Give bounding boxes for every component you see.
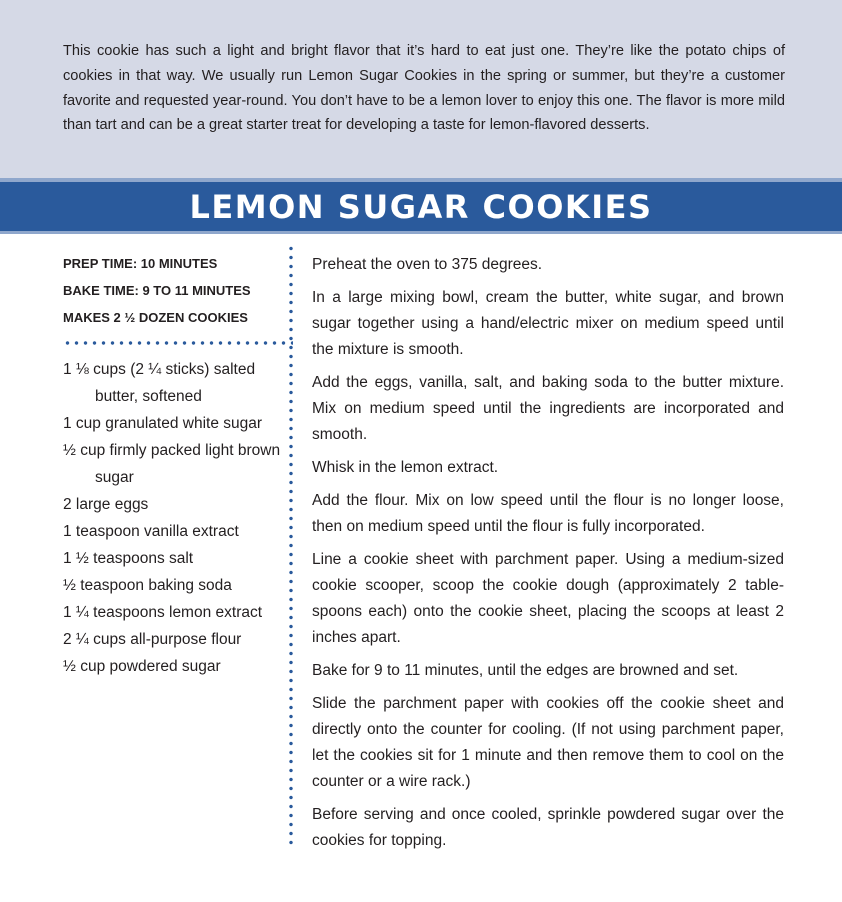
instruction-step: Bake for 9 to 11 minutes, until the edges are browned and set. xyxy=(312,662,739,679)
instruction-step: Add the flour. Mix on low speed until the flour is no longer loose, then on medium speed until the flour is fully incorporated. xyxy=(312,492,784,535)
ingredient-item: 1 cup granulated white sugar xyxy=(63,415,263,432)
ingredient-item: 1 ½ teaspoons salt xyxy=(63,550,194,567)
intro-panel xyxy=(0,0,842,178)
horizontal-dotted-divider xyxy=(63,341,293,345)
ingredient-item: 2 ¼ cups all-purpose flour xyxy=(63,631,242,648)
ingredient-item: 1 ¼ teaspoons lemon extract xyxy=(63,604,263,621)
intro-paragraph: This cookie has such a light and bright flavor that it’s hard to eat just one. They’re like the potato chips of cookies in that way. We usually run Lemon Sugar Cookies in the spring or summer, but they’re a customer favorite and requested year-round. You don’t have to be a lemon lover to enjoy this one. The flavor is more mild than tart and can be a great starter treat for developing a taste for lemon-flavored desserts. xyxy=(63,43,785,134)
ingredient-item: ½ cup firmly packed light brown sugar xyxy=(63,442,281,486)
yield: MAKES 2 ½ DOZEN COOKIES xyxy=(63,310,248,325)
instruction-step: Whisk in the lemon extract. xyxy=(312,459,499,476)
instruction-step: In a large mixing bowl, cream the butter, white sugar, and brown sugar together using a hand/electric mixer on medium speed until the mixture is smooth. xyxy=(312,289,784,358)
ingredient-item: 1 ⅛ cups (2 ¼ sticks) salted butter, softened xyxy=(63,361,256,405)
ingredient-item: 2 large eggs xyxy=(63,496,149,513)
vertical-dotted-divider xyxy=(289,244,293,848)
instruction-step: Add the eggs, vanilla, salt, and baking soda to the butter mixture. Mix on medium speed until the ingredients are incorporated and smooth. xyxy=(312,374,784,443)
ingredient-item: 1 teaspoon vanilla extract xyxy=(63,523,239,540)
ingredients-list xyxy=(63,356,295,680)
bake-time: BAKE TIME: 9 TO 11 MINUTES xyxy=(63,283,251,298)
instruction-step: Before serving and once cooled, sprinkle powdered sugar over the cookies for topping. xyxy=(312,806,784,849)
recipe-meta xyxy=(63,250,295,331)
title-banner xyxy=(0,178,842,234)
instructions xyxy=(312,252,784,861)
instruction-step: Slide the parchment paper with cookies off the cookie sheet and directly onto the counter for cooling. (If not using parchment paper, let the cookies sit for 1 minute and then remove them to cool on the counter or a wire rack.) xyxy=(312,695,784,790)
recipe-title: LEMON SUGAR COOKIES xyxy=(189,187,653,226)
instruction-step: Line a cookie sheet with parchment paper. Using a medium-sized cookie scooper, scoop the cookie dough (approximately 2 table-spoons each) onto the cookie sheet, placing the scoops at least 2 inches apart. xyxy=(312,551,784,646)
prep-time: PREP TIME: 10 MINUTES xyxy=(63,256,218,271)
ingredient-item: ½ cup powdered sugar xyxy=(63,658,221,675)
instruction-step: Preheat the oven to 375 degrees. xyxy=(312,256,543,273)
ingredient-item: ½ teaspoon baking soda xyxy=(63,577,232,594)
